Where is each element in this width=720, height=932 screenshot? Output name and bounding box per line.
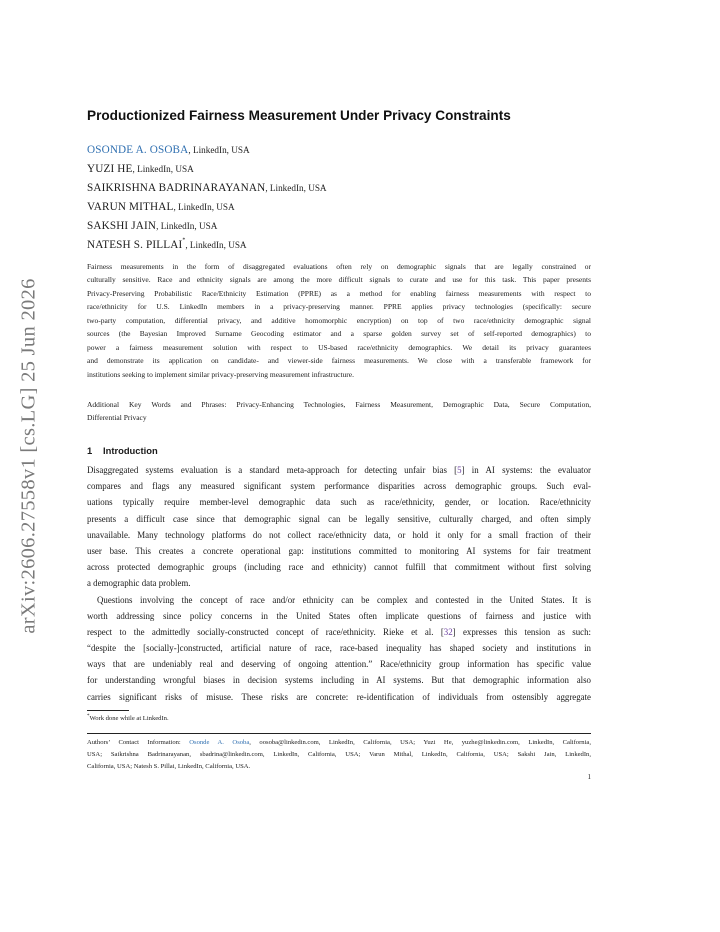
abstract-line: Fairness measurements in the form of disaggregated evaluations often rely on demographic signals that are legally constrained or [87, 262, 591, 271]
section-heading [87, 445, 158, 456]
body-line [87, 672, 591, 688]
body-text-segment: Disaggregated systems evaluation is a standard meta-approach for detecting unfair bias [ [87, 465, 458, 475]
body-text-segment: a demographic data problem. [87, 578, 191, 589]
arxiv-identifier-text: arXiv:2606.27558v1 [cs.LG] 25 Jun 2026 [17, 278, 40, 634]
body-text-segment: “despite the [socially-]constructed, artificial nature of race, race-based inequality has shaped society and institutions in [87, 643, 591, 654]
body-text-segment: ] expresses this tension as such: [452, 626, 591, 637]
body-text-segment: carries significant risks of misuse. These risks are concrete: re-identification of individuals from ostensibly aggregate [87, 691, 591, 702]
body-text-segment: presents a difficult case since that demographic signal can be legally sensitive, culturally charged, and often simply [87, 513, 591, 524]
abstract-line: two-party computation, differential privacy, and additive homomorphic encryption) on top of two race/ethnicity demographic signal [87, 315, 591, 325]
footnote-divider [87, 710, 129, 711]
author-entry [87, 235, 591, 253]
keywords-line: Differential Privacy [87, 413, 147, 423]
body-line [87, 575, 591, 591]
body-text-segment: unavailable. Many technology platforms do not collect race/ethnicity data, or hold it only for a small fraction of their [87, 529, 591, 540]
body-line [87, 559, 591, 575]
contact-text-segment: California, USA; Natesh S. Pillai, LinkedIn, California, USA. [87, 763, 251, 770]
abstract-line: culturally sensitive. Race and ethnicity signals are among the more difficult signals to curate and use for this task. This paper presents [87, 275, 591, 285]
paper-title: Productionized Fairness Measurement Under Privacy Constraints [87, 108, 511, 123]
body-line [87, 624, 591, 640]
author-entry [87, 140, 591, 158]
contact-line [87, 737, 591, 749]
body-text-segment: Questions involving the concept of race and/or ethnicity can be complex and contested in the United States. It is [97, 594, 591, 605]
footnote-marker: * [87, 714, 90, 719]
page-number: 1 [587, 773, 591, 781]
author-affiliation: , LinkedIn, USA [156, 221, 218, 231]
author-contact-information [87, 737, 591, 773]
body-line [87, 478, 591, 494]
citation-link[interactable]: 32 [443, 626, 453, 637]
body-text-segment: respect to the admittedly socially-constructed concept of race/ethnicity. Rieke et al. [ [87, 626, 444, 637]
citation-link[interactable]: 5 [457, 465, 462, 475]
author-name: SAKSHI JAIN [87, 220, 157, 232]
author-name[interactable]: OSONDE A. OSOBA [87, 144, 189, 156]
author-name: VARUN MITHAL [87, 201, 174, 213]
footnote-text: Work done while at LinkedIn. [89, 715, 169, 723]
body-line [87, 592, 591, 608]
body-line [87, 527, 591, 543]
introduction-body [87, 462, 591, 705]
body-line [87, 462, 591, 478]
body-text-segment: for understanding wrongful biases in decision systems including in AI systems. But that demographic information also [87, 675, 591, 686]
abstract [87, 260, 591, 381]
body-text-segment: ] in AI systems: the evaluator [461, 465, 591, 475]
abstract-line: institutions seeking to implement similar privacy-preserving measurement infrastructure. [87, 369, 355, 379]
body-text-segment: user base. This creates a concrete operational gap: institutions committed to monitoring AI systems for fair treatment [87, 545, 591, 556]
abstract-line: sources (the Bayesian Improved Surname Geocoding estimator and a sparse golden survey set of self-reported demographics) to [87, 329, 591, 339]
abstract-line: race/ethnicity for U.S. LinkedIn members in a privacy-preserving manner. PPRE applies privacy technologies (specifically: secure [87, 302, 591, 312]
contact-text-segment: USA; Saikrishna Badrinarayanan, sbadrina@linkedin.com, LinkedIn, California, USA; Varun Mithal, LinkedIn, California, USA; Sakshi Jain, LinkedIn, [87, 751, 591, 758]
author-affiliation: , LinkedIn, USA [265, 183, 327, 193]
keywords-line: Additional Key Words and Phrases: Privacy-Enhancing Technologies, Fairness Measurement, Demographic Data, Secure Computation, [87, 400, 591, 409]
author-name: YUZI HE [87, 163, 133, 175]
author-affiliation: , LinkedIn, USA [173, 202, 235, 212]
author-affiliation: , LinkedIn, USA [132, 164, 194, 174]
author-affiliation: , LinkedIn, USA [185, 240, 247, 250]
contact-line [87, 761, 591, 773]
author-entry [87, 159, 591, 177]
body-text-segment: ways that are undeniably real and deserving of ongoing attention.” Race/ethnicity group information has specific value [87, 659, 591, 670]
author-name-link[interactable]: Osonde A. Osoba [189, 739, 250, 746]
abstract-line: Privacy-Preserving Probabilistic Race/Ethnicity Estimation (PPRE) as a method for enabling fairness measurements with respect to [87, 288, 591, 298]
keywords [87, 398, 591, 425]
section-title: Introduction [103, 445, 158, 456]
contact-line [87, 749, 591, 761]
body-line [87, 543, 591, 559]
abstract-line: power a fairness measurement solution with respect to US-based race/ethnicity demographics. We detail its privacy guarantees [87, 342, 591, 352]
body-text-segment: worth addressing since policy concerns in the United States often implicate questions of fairness and justice with [87, 610, 591, 621]
author-name: SAIKRISHNA BADRINARAYANAN [87, 182, 266, 194]
arxiv-identifier-stamp [14, 266, 44, 646]
body-line [87, 656, 591, 672]
body-text-segment: across protected demographic groups (including race and ethnicity) cannot fulfill that commitment without first solving [87, 562, 591, 573]
author-affiliation: , LinkedIn, USA [188, 145, 250, 155]
contact-text-segment: , oosoba@linkedin.com, LinkedIn, California, USA; Yuzi He, yuzhe@linkedin.com, LinkedIn, California, [249, 739, 591, 746]
section-number: 1 [87, 445, 93, 456]
abstract-line: and demonstrate its application on candidate- and viewer-side fairness measurements. We close with a transferable framework for [87, 356, 591, 366]
contact-text-segment: Authors’ Contact Information: [87, 739, 190, 746]
body-line [87, 640, 591, 656]
body-line [87, 689, 591, 705]
body-line [87, 494, 591, 510]
body-text-segment: compares and flags any measured significant system performance disparities across demographic groups. Such eval- [87, 481, 591, 492]
body-text-segment: uations typically require member-level demographic data such as race/ethnicity, gender, or location. Race/ethnicity [87, 497, 591, 508]
author-entry [87, 178, 591, 196]
body-line [87, 608, 591, 624]
contact-divider [87, 733, 591, 734]
footnote [87, 714, 169, 722]
author-entry [87, 197, 591, 215]
author-entry [87, 216, 591, 234]
body-line [87, 511, 591, 527]
author-footnote-marker: * [182, 237, 186, 244]
author-name: NATESH S. PILLAI [87, 239, 183, 251]
